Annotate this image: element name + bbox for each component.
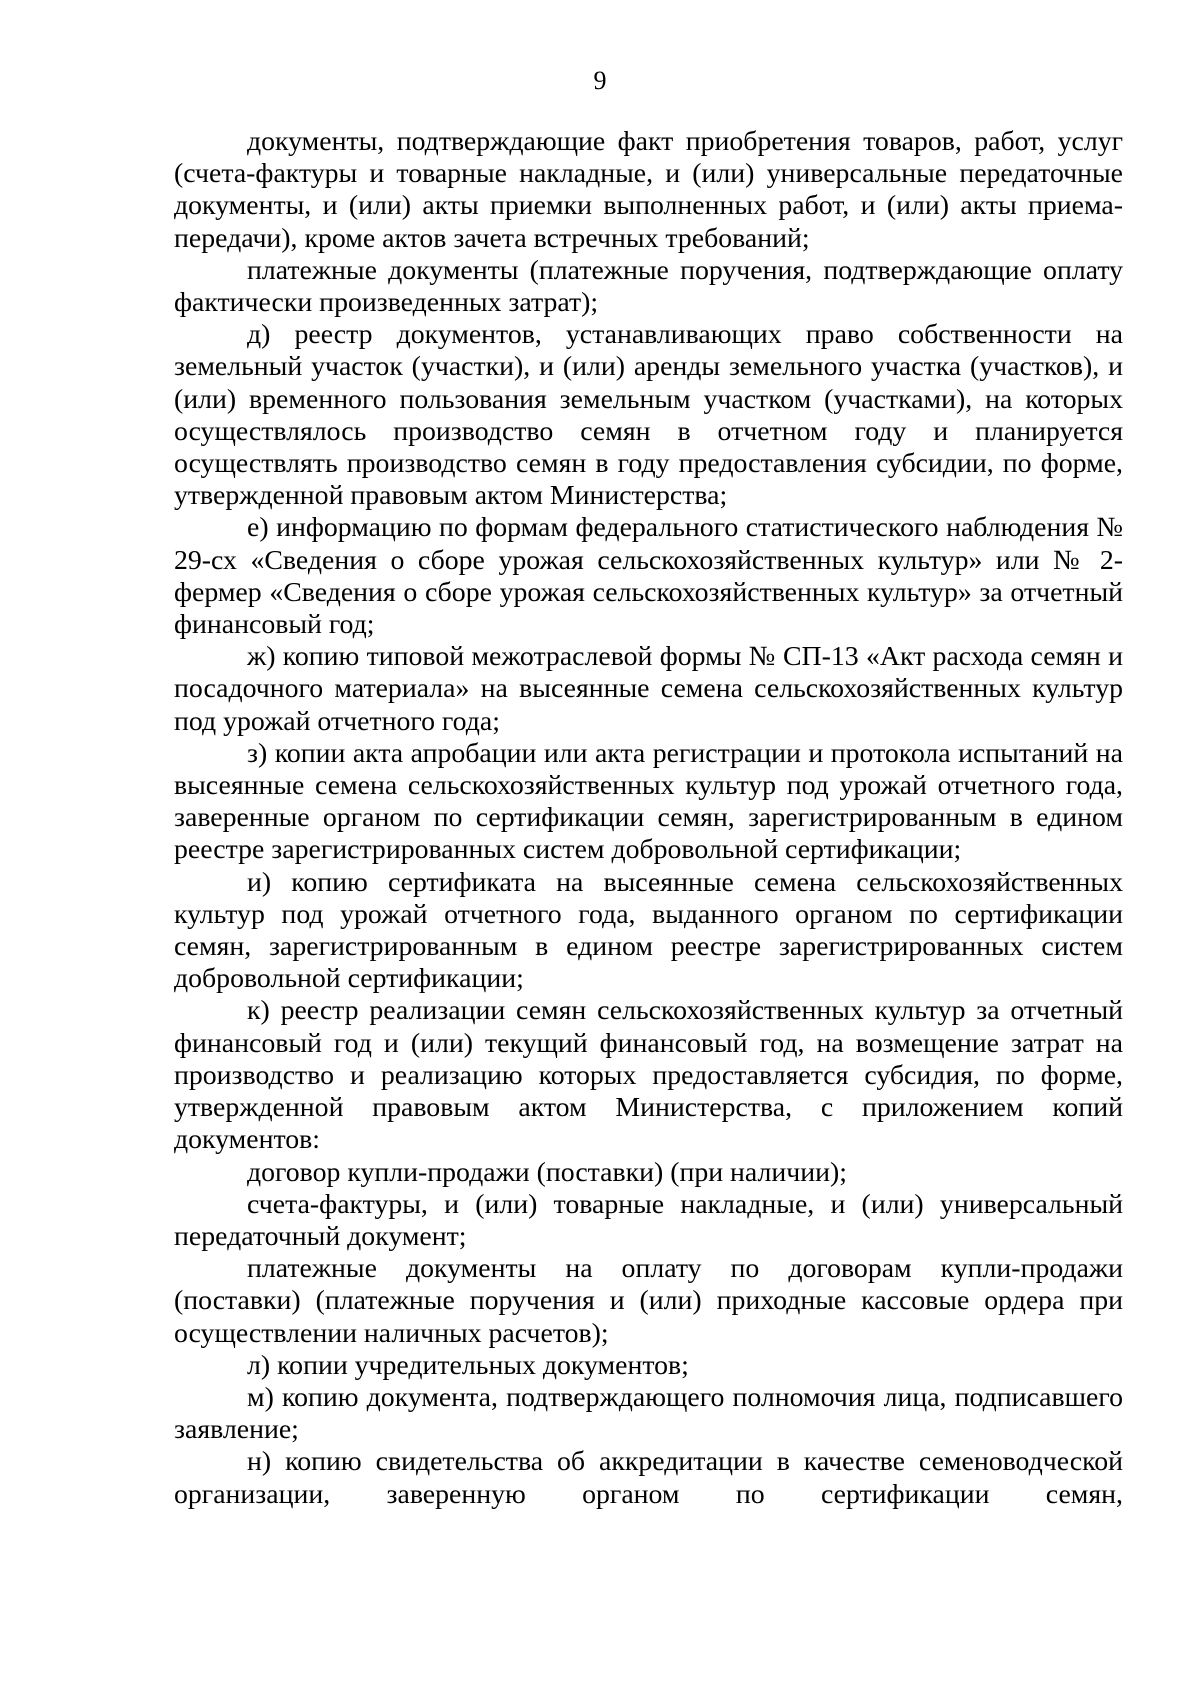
- page-number: 9: [593, 66, 607, 95]
- paragraph: документы, подтверждающие факт приобретения товаров, работ, услуг (счета-фактуры и товарные накладные, и (или) универсальные передаточные документы, и (или) акты приемки выполненных работ, и (или) акты приема-передачи), кроме актов зачета встречных требований;: [174, 126, 1123, 254]
- paragraph: з) копии акта апробации или акта регистрации и протокола испытаний на высеянные семена сельскохозяйственных культур под урожай отчетного года, заверенные органом по сертификации семян, зарегистрированным в едином реестре зарегистрированных систем добровольной сертификации;: [174, 737, 1123, 866]
- paragraph: договор купли-продажи (поставки) (при наличии);: [247, 1156, 847, 1188]
- paragraph: и) копию сертификата на высеянные семена сельскохозяйственных культур под урожай отчетного года, выданного органом по сертификации семян, зарегистрированным в едином реестре зарегистрированных систем добровольной сертификации;: [174, 866, 1123, 995]
- paragraph: счета-фактуры, и (или) товарные накладные, и (или) универсальный передаточный документ;: [174, 1188, 1123, 1252]
- paragraph: н) копию свидетельства об аккредитации в качестве семеноводческой организации, заверенную органом по сертификации семян,: [174, 1446, 1123, 1510]
- paragraph: платежные документы на оплату по договорам купли-продажи (поставки) (платежные поручения и (или) приходные кассовые ордера при осуществлении наличных расчетов);: [174, 1253, 1123, 1349]
- paragraph: платежные документы (платежные поручения, подтверждающие оплату фактически произведенных затрат);: [174, 254, 1123, 319]
- paragraph: к) реестр реализации семян сельскохозяйственных культур за отчетный финансовый год и (или) текущий финансовый год, на возмещение затрат на производство и реализацию которых предоставляется субсидия, по форме, утвержденной правовым актом Министерства, с приложением копий документов:: [174, 995, 1123, 1156]
- paragraph: л) копии учредительных документов;: [247, 1349, 689, 1381]
- paragraph: м) копию документа, подтверждающего полномочия лица, подписавшего заявление;: [174, 1381, 1123, 1446]
- paragraph: ж) копию типовой межотраслевой формы № СП-13 «Акт расхода семян и посадочного материала» на высеянные семена сельскохозяйственных культур под урожай отчетного года;: [174, 641, 1123, 737]
- paragraph: е) информацию по формам федерального статистического наблюдения № 29-сх «Сведения о сборе урожая сельскохозяйственных культур» или № 2-фермер «Сведения о сборе урожая сельскохозяйственных культур» за отчетный финансовый год;: [174, 512, 1123, 641]
- paragraph: д) реестр документов, устанавливающих право собственности на земельный участок (участки), и (или) аренды земельного участка (участков), и (или) временного пользования земельным участком (участками), на которых осуществлялось производство семян в отчетном году и планируется осуществлять производство семян в году предоставления субсидии, по форме, утвержденной правовым актом Министерства;: [174, 319, 1123, 512]
- document-body: [174, 126, 1123, 1511]
